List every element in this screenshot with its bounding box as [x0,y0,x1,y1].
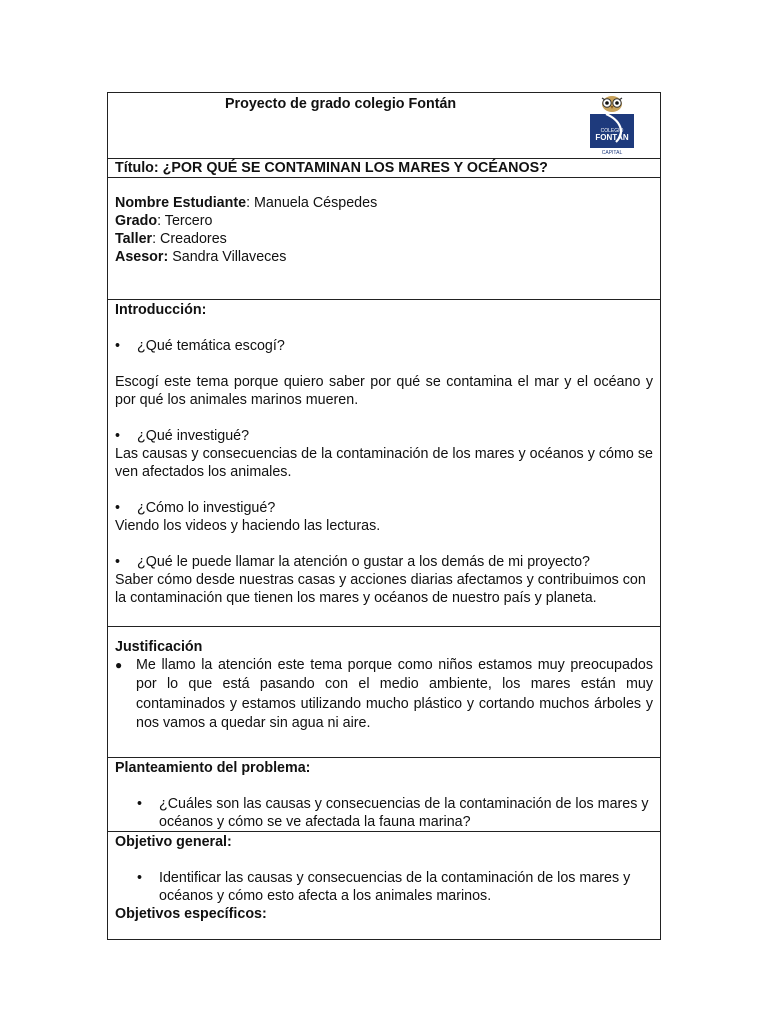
owl-icon [602,96,622,112]
intro-answer-3: Viendo los videos y haciendo las lecturas. [115,518,381,534]
intro-answer-4: Saber cómo desde nuestras casas y acciones diarias afectamos y contribuimos con la contaminación que tienen los mares y océanos de nuestro país y planeta. [115,572,646,606]
advisor-line: Asesor: Sandra Villaveces [115,249,287,265]
logo-line1: COLEGIO [600,128,624,134]
general-objective-item: • Identificar las causas y consecuencias de la contaminación de los mares y océanos y cómo esto afecta a los animales marinos. [137,870,631,904]
justification-cell [108,627,661,758]
school-logo [586,92,638,156]
introduction-cell [108,300,661,627]
general-objective-heading: Objetivo general: [115,834,232,850]
intro-answer-1: Escogí este tema porque quiero saber por qué se contamina el mar y el océano y por qué los animales marinos mueren. [115,374,653,408]
specific-objectives-heading: Objetivos específicos: [115,906,267,922]
intro-question-4: • ¿Qué le puede llamar la atención o gustar a los demás de mi proyecto? [115,554,590,570]
project-title: Proyecto de grado colegio Fontán [225,96,457,112]
project-table [107,92,661,940]
intro-question-2: • ¿Qué investigué? [115,428,250,444]
student-info-cell [108,178,661,300]
logo-line3: CAPITAL [601,150,623,156]
problem-heading: Planteamiento del problema: [115,760,311,776]
objectives-cell [108,832,661,940]
student-name-line: Nombre Estudiante: Manuela Céspedes [115,195,378,211]
justification-heading: Justificación [115,639,203,655]
problem-item: • ¿Cuáles son las causas y consecuencias de la contaminación de los mares y océanos y cómo se ve afectada la fauna marina? [137,796,649,830]
logo-line2: FONTÁN [595,133,629,142]
problem-cell [108,758,661,832]
introduction-heading: Introducción: [115,302,207,318]
intro-answer-2: Las causas y consecuencias de la contaminación de los mares y océanos y cómo se ven afectados los animales. [115,446,653,480]
intro-question-3: • ¿Cómo lo investigué? [115,500,276,516]
justification-item: ● Me llamo la atención este tema porque como niños estamos muy preocupados por lo que está pasando con el medio ambiente, los mares están muy contaminados y estamos utilizando mucho plástico y cortando muchos árboles y nos vamos a quedar sin agua ni aire. [115,657,653,731]
project-document [107,92,661,940]
header-cell [108,93,661,159]
workshop-line: Taller: Creadores [115,231,227,247]
title-cell: Título: ¿POR QUÉ SE CONTAMINAN LOS MARES Y OCÉANOS? [108,159,661,178]
intro-question-1: • ¿Qué temática escogí? [115,338,285,354]
grade-line: Grado: Tercero [115,213,213,229]
